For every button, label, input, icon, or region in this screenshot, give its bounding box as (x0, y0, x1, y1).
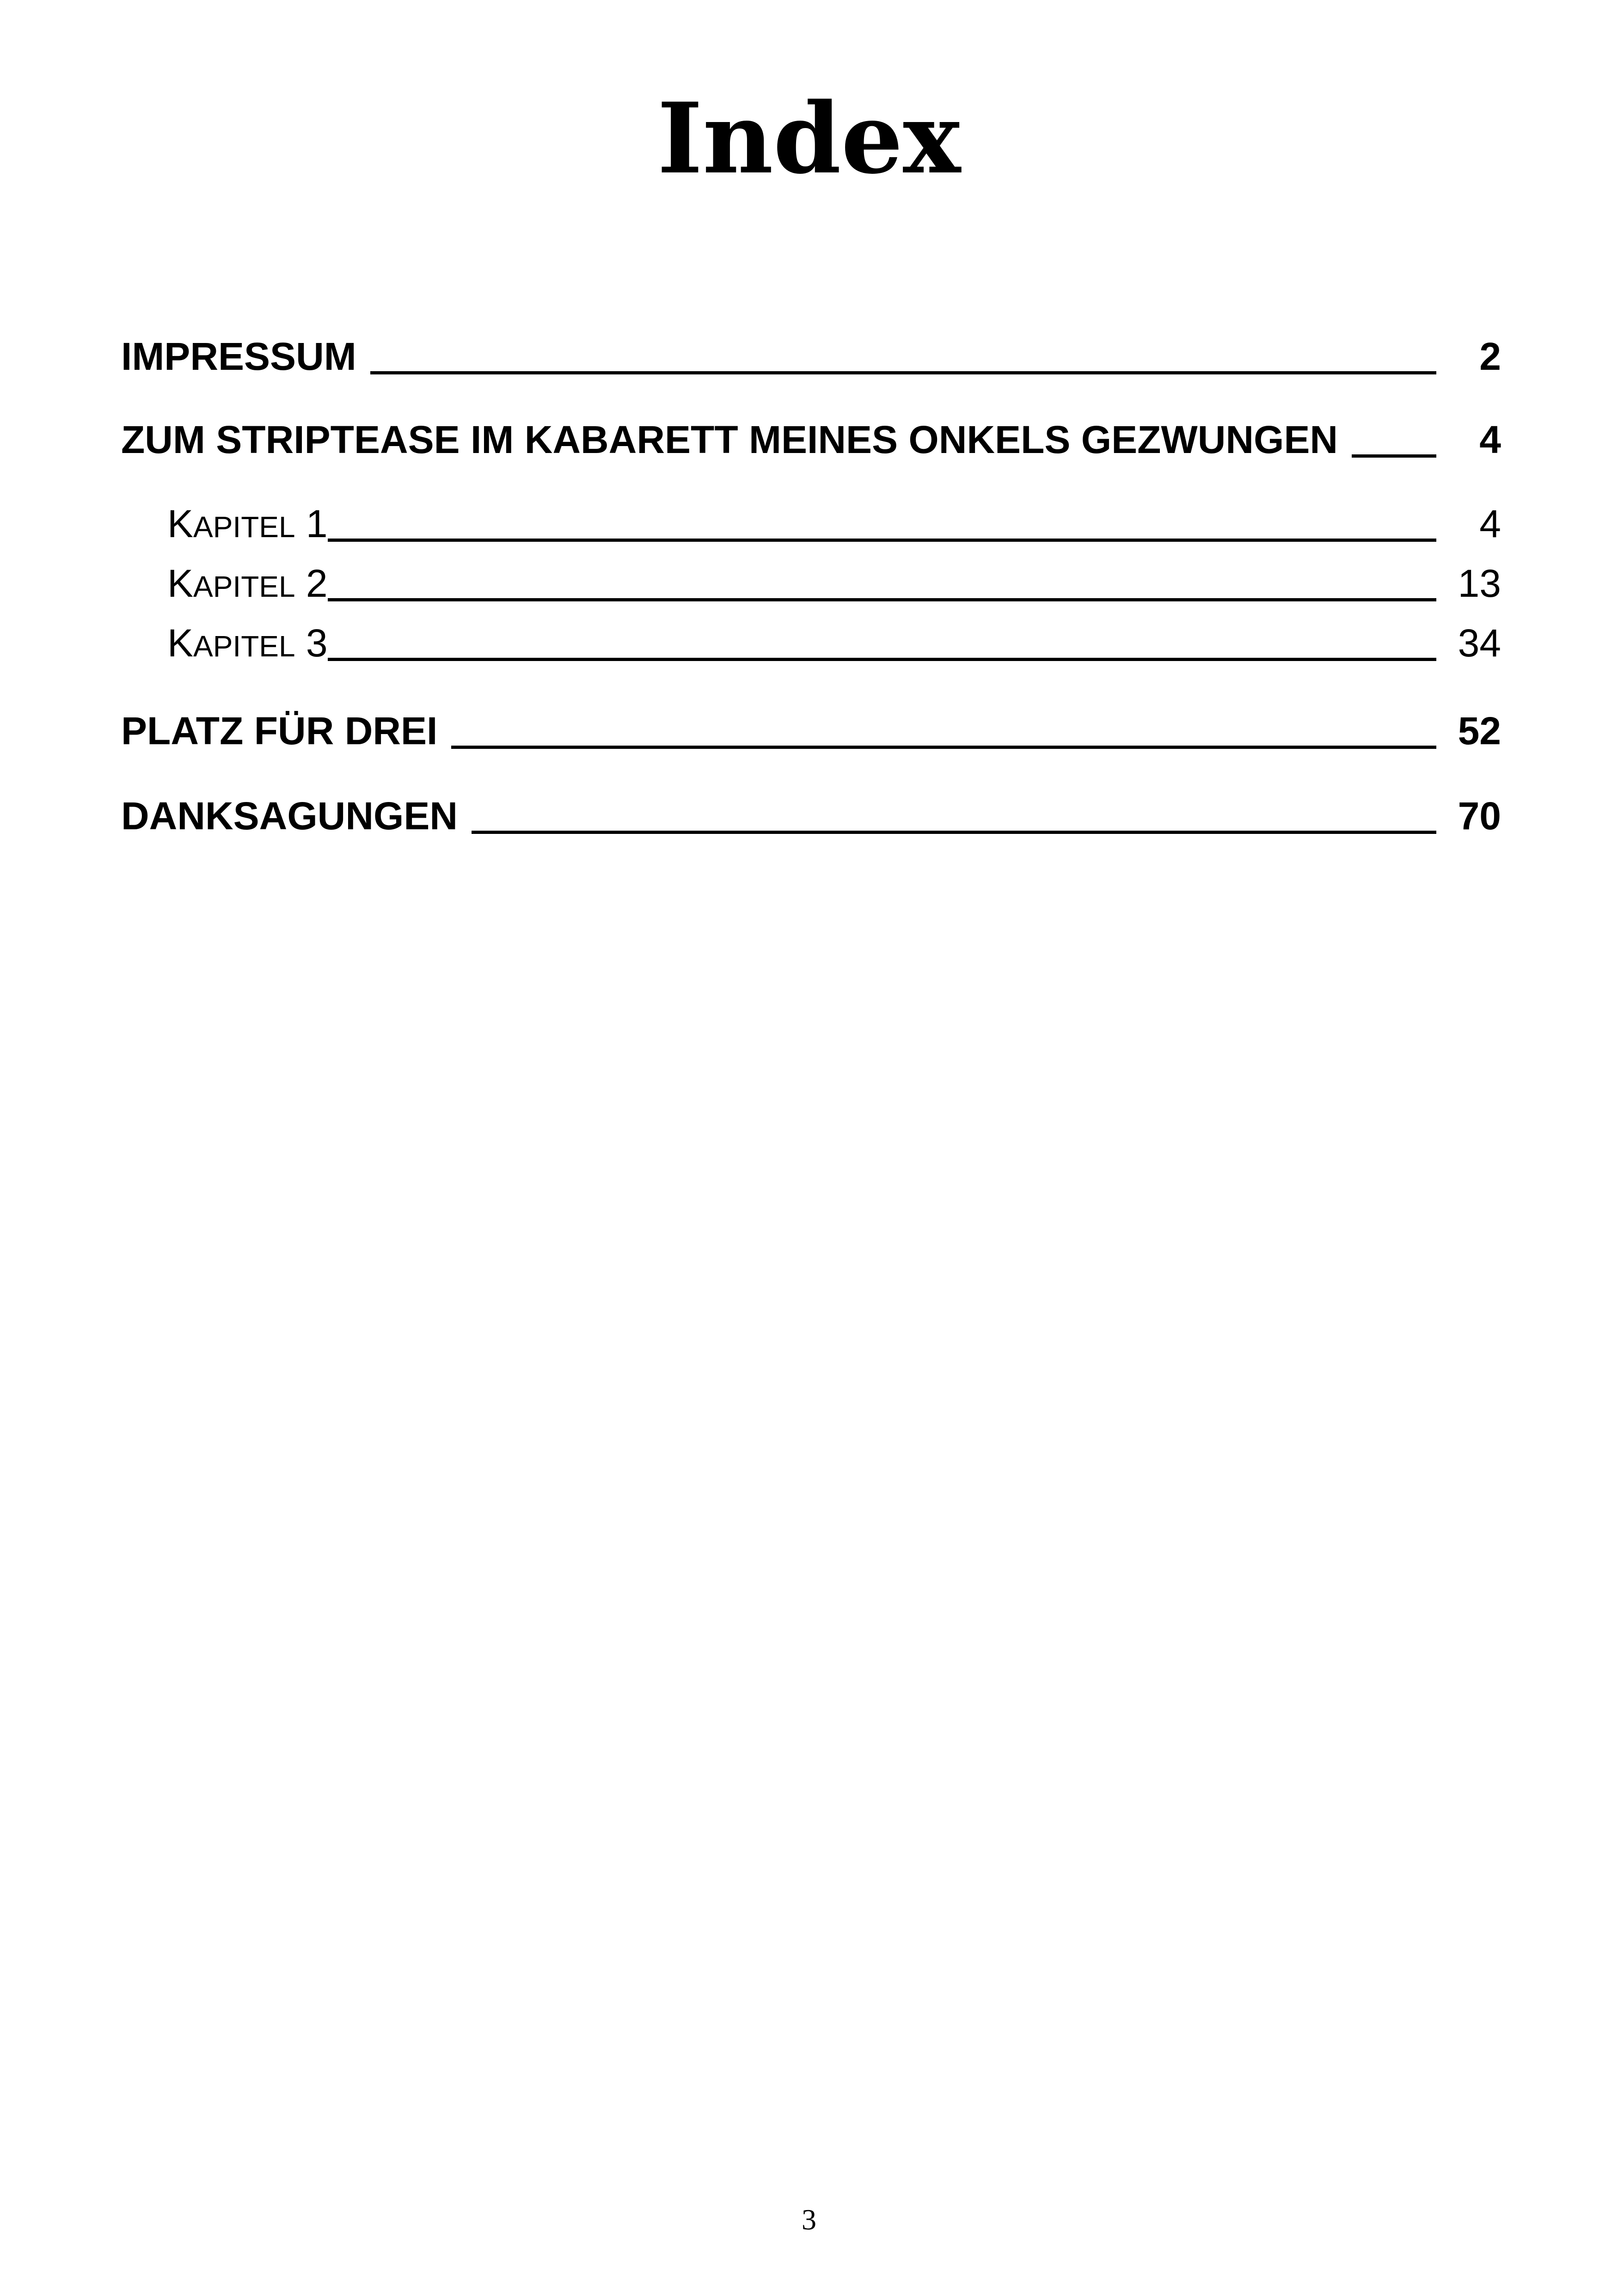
toc-page-number: 13 (1458, 562, 1501, 605)
toc-entry-label: ZUM STRIPTEASE IM KABARETT MEINES ONKELS GEZWUNGEN (121, 418, 1338, 461)
toc-entry-impressum[interactable] (121, 331, 1501, 382)
toc-entry-platz-fuer-drei[interactable] (121, 705, 1501, 756)
toc-leader-line (328, 539, 1436, 542)
toc-entry-label: DANKSAGUNGEN (121, 794, 458, 838)
toc-entry-label: KAPITEL 1 (167, 502, 328, 545)
toc-page-number: 52 (1458, 709, 1501, 753)
toc-entry-label: KAPITEL 3 (167, 621, 328, 665)
toc-page-number: 2 (1479, 335, 1501, 378)
toc-page-number: 34 (1458, 621, 1501, 665)
footer-page-number: 3 (802, 2203, 816, 2236)
page-title: Index (657, 81, 961, 196)
toc-leader-line (370, 371, 1436, 374)
toc-page-number: 70 (1458, 794, 1501, 838)
toc-entry-label: KAPITEL 2 (167, 562, 328, 605)
toc-entry-kapitel-1[interactable] (167, 498, 1501, 552)
toc-leader-line (1352, 454, 1436, 458)
toc-entry-zum-striptease[interactable] (121, 414, 1501, 465)
toc-page-number: 4 (1479, 502, 1501, 545)
toc-entry-kapitel-3[interactable] (167, 618, 1501, 672)
toc-entry-danksagungen[interactable] (121, 790, 1501, 841)
toc-leader-line (451, 746, 1436, 749)
toc-entry-label: PLATZ FÜR DREI (121, 709, 438, 753)
toc-leader-line (328, 658, 1436, 661)
toc-entry-label: IMPRESSUM (121, 335, 356, 378)
toc-page-number: 4 (1479, 418, 1501, 461)
toc-entry-kapitel-2[interactable] (167, 558, 1501, 612)
toc-leader-line (472, 831, 1436, 834)
toc-leader-line (328, 598, 1436, 601)
